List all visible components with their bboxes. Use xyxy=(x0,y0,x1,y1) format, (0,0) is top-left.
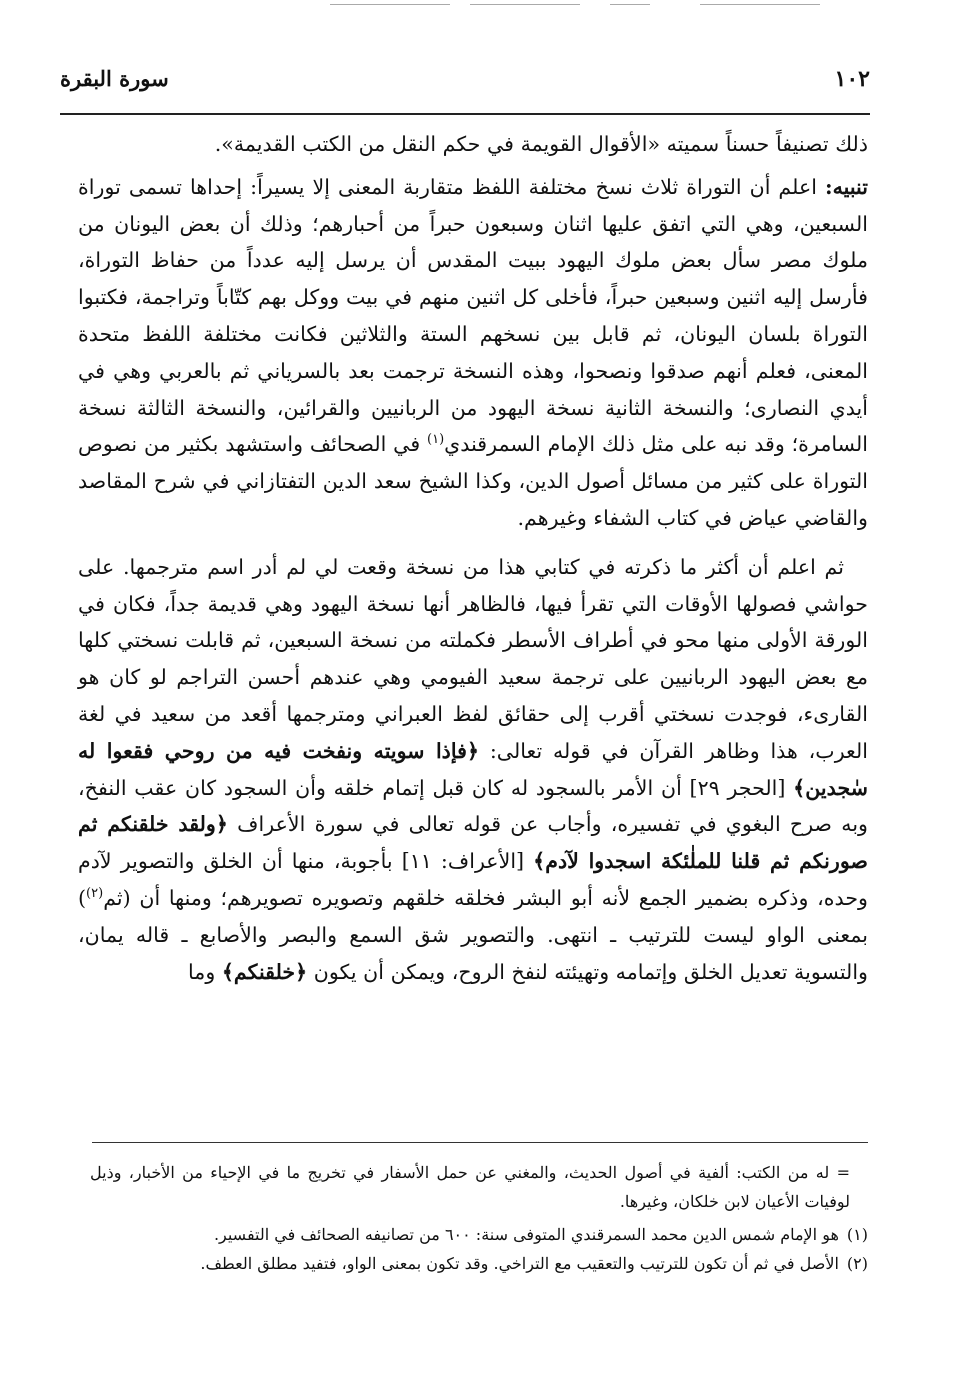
footnote xyxy=(90,1220,868,1249)
footnote-ref[interactable]: (١) xyxy=(427,432,445,448)
paragraph-text: اعلم أن التوراة ثلاث نسخ مختلفة اللفظ متقاربة المعنى إلا يسيراً: إحداها تسمى توراة السبعين، وهي التي اتفق عليها اثنان وسبعون حبراً من أحبارهم؛ وذلك أن بعض اليونان من ملوك مصر سأل بعض ملوك اليهود ببيت المقدس أن يرسل إليه عدداً من حفاظ التوراة، فأرسل إليه اثنين وسبعين حبراً، فأخلى كل اثنين منهم في بيت ووكل بهم كتّاباً وتراجمة، فكتبوا التوراة بلسان اليونان، ثم قابل بين نسخهم الستة والثلاثين فكانت مختلفة اللفظ متحدة المعنى، فعلم أنهم صدقوا ونصحوا، وهذه النسخة ترجمت بعد بالسرياني ثم بالعربي وهي في أيدي النصارى؛ والنسخة الثانية نسخة اليهود من الربانيين والقرائين، والنسخة الثالثة نسخة السامرة؛ وقد نبه على مثل ذلك الإمام السمرقندي xyxy=(78,174,868,457)
note-label: تنبيه: xyxy=(824,174,868,199)
scan-top-line xyxy=(330,4,450,5)
footnote xyxy=(90,1249,868,1278)
quran-verse: ﴿خلقنكم﴾ xyxy=(221,959,308,984)
paragraph-text: في الصحائف واستشهد بكثير من نصوص التوراة على كثير من مسائل أصول الدين، وكذا الشيخ سعد الدين التفتازاني في شرح المقاصد والقاضي عياض في كتاب الشفاء وغيرهم. xyxy=(78,432,868,530)
running-header xyxy=(60,66,870,106)
paragraph-text: وما xyxy=(188,959,222,984)
paragraph-text: [الأعراف: ١١] بأجوبة، منها أن الخلق والتصوير لآدم وحده، وذكره بضمير الجمع لأنه أبو البشر فخلقه خلقهم وتصويره تصويرهم؛ ومنها أن (ثم xyxy=(78,849,868,910)
footnote-number: (١) xyxy=(846,1225,868,1244)
scan-top-line xyxy=(470,4,580,5)
paragraph xyxy=(78,169,868,537)
page-number: ١٠٢ xyxy=(834,66,870,92)
footnotes xyxy=(90,1158,868,1278)
footnote-number: (٢) xyxy=(846,1254,868,1273)
footnote-continuation: = له من الكتب: ألفية في أصول الحديث، والمغني عن حمل الأسفار في تخريج ما في الإحياء من الأخبار، وذيل لوفيات الأعيان لابن خلكان، وغيرها. xyxy=(90,1163,850,1211)
footnote-divider xyxy=(92,1142,868,1143)
paragraph-text: ) بمعنى الواو ليست للترتيب ـ انتهى. والتصوير شق السمع والبصر والأصابع ـ قاله يمان، والتسوية تعديل الخلق وإتمامه وتهيئته لنفخ الروح، ويمكن أن يكون xyxy=(78,885,868,984)
footnote-text: الأصل في ثم أن تكون للترتيب والتعقيب مع التراخي. وقد تكون بمعنى الواو، فتفيد مطلق العطف. xyxy=(200,1254,839,1273)
surah-title: سورة البقرة xyxy=(60,66,169,91)
header-divider xyxy=(60,113,870,115)
scan-top-line xyxy=(610,4,650,5)
main-text xyxy=(78,126,868,990)
quran-verse: ﴿فإذا سويته ونفخت فيه من روحي فقعوا له سٰجدين﴾ xyxy=(78,738,868,800)
footnote-text: هو الإمام شمس الدين محمد السمرقندي المتوفى سنة: ٦٠٠ من تصانيفه الصحائف في التفسير. xyxy=(213,1225,839,1244)
paragraph xyxy=(78,549,868,991)
scan-top-line xyxy=(700,4,820,5)
paragraph xyxy=(78,126,868,163)
paragraph-text: [الحجر ٢٩] أن الأمر بالسجود له كان قبل إتمام خلقه وأن السجود كان عقب النفخ، وبه صرح البغوي في تفسيره، وأجاب عن قوله تعالى في سورة الأعراف xyxy=(78,775,868,837)
paragraph-text: ثم اعلم أن أكثر ما ذكرته في كتابي هذا من نسخة وقعت لي لم أدر اسم مترجمها. على حواشي فصولها الأوقات التي تقرأ فيها، فالظاهر أنها نسخة اليهود وهي قديمة جداً، فكان في الورقة الأولى منها محو في أطراف الأسطر فكملته من نسخة السبعين، ثم قابلت نسختي كلها مع بعض اليهود الربانيين على ترجمة سعيد الفيومي وهي عندهم أحسن التراجم لو كان هو القارىء، فوجدت نسختي أقرب إلى حقائق لفظ العبراني ومترجمها أقعد من سعيد في لغة العرب، هذا وظاهر القرآن في قوله تعالى: xyxy=(78,554,868,763)
footnote-ref[interactable]: (٢) xyxy=(86,886,104,902)
paragraph-text: ذلك تصنيفاً حسناً سميته «الأقوال القويمة في حكم النقل من الكتب القديمة». xyxy=(214,132,868,156)
quran-verse: ﴿ولقد خلقنكم ثم صورنكم ثم قلنا للملٰئكة اسجدوا لآدم﴾ xyxy=(78,812,868,874)
